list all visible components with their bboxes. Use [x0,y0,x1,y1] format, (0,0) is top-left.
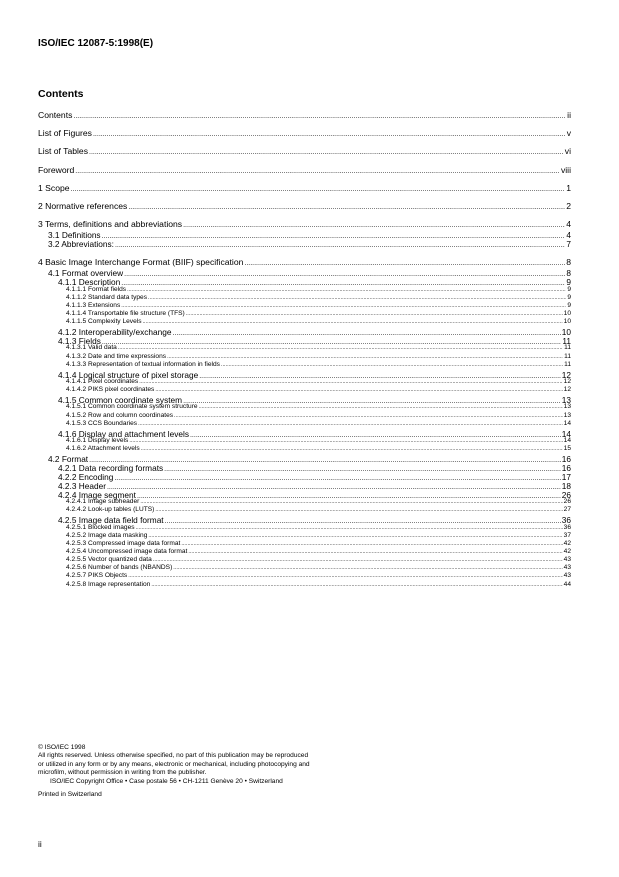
toc-entry[interactable] [38,110,571,120]
toc-entry-page: viii [560,164,571,175]
toc-entry-page: 11 [562,336,571,346]
toc-entry-title: 4.1 Format overview [48,268,124,279]
toc-entry-page: 42 [563,548,571,555]
toc-entry-title: 4.1.1.3 Extensions [66,301,121,309]
toc-entry[interactable] [38,548,571,555]
toc-leader-dots [174,412,563,419]
toc-entry-page: 27 [563,506,571,514]
copyright-office: ISO/IEC Copyright Office • Case postale 56 • CH-1211 Genève 20 • Switzerland [50,777,283,785]
toc-entry[interactable] [38,361,571,368]
toc-entry-page: 11 [564,360,571,368]
toc-entry-page: 15 [563,445,571,453]
toc-entry-title: Foreword [38,164,75,175]
toc-entry-title: 4.1.4.1 Pixel coordinates [66,378,139,385]
document-header: ISO/IEC 12087-5:1998(E) [38,38,154,49]
toc-entry-title: 4.1.3.1 Valid data [66,344,117,352]
toc-entry-title: 4.1.6 Display and attachment levels [58,428,189,439]
toc-entry[interactable] [38,257,571,267]
toc-entry-title: 4.1.1.4 Transportable file structure (TFS) [66,310,185,318]
toc-entry-page: 8 [566,257,571,268]
toc-leader-dots [118,344,563,351]
toc-entry-title: 4.1.5 Common coordinate system [58,395,183,405]
toc-entry-title: 4.2.5.2 Image data masking [66,531,148,539]
toc-leader-dots [153,556,563,563]
toc-entry-page: 13 [563,411,571,419]
toc-entry[interactable] [38,310,571,317]
toc-entry-page: 12 [561,369,571,380]
toc-entry-page: 11 [564,344,571,352]
copyright-line: © ISO/IEC 1998 [38,744,86,751]
toc-leader-dots [141,445,563,452]
toc-entry-page: 16 [561,454,571,465]
toc-entry-title: 4.2.4.1 Image subheader [66,498,140,506]
toc-leader-dots [148,532,562,539]
toc-entry-title: 4.1.1.1 Format fields [66,285,127,293]
toc-entry[interactable] [38,128,571,138]
toc-leader-dots [199,403,563,410]
toc-entry[interactable] [38,386,571,393]
toc-entry-page: ii [567,110,571,120]
toc-entry-page: 43 [563,572,571,580]
toc-leader-dots [73,110,566,120]
toc-entry-page: 12 [563,378,571,385]
toc-entry[interactable] [38,572,571,579]
toc-leader-dots [129,437,562,444]
printed-in: Printed in Switzerland [38,791,102,799]
toc-entry-page: 4 [566,219,571,230]
toc-entry[interactable] [38,540,571,547]
toc-entry[interactable] [38,165,571,175]
toc-leader-dots [143,318,563,325]
toc-entry-page: 43 [563,556,571,564]
page-number: ii [38,839,42,849]
toc-entry-page: 13 [563,403,571,411]
contents-heading: Contents [38,88,84,100]
toc-leader-dots [155,386,562,393]
toc-entry-page: 26 [563,498,571,506]
toc-entry[interactable] [38,437,571,444]
toc-entry[interactable] [38,378,571,385]
toc-entry-page: 10 [563,310,571,318]
toc-entry-title: 4.1.6.2 Attachment levels [66,445,140,453]
toc-entry[interactable] [38,420,571,427]
toc-entry-title: 4 Basic Image Interchange Format (BIIF) specification [38,257,244,268]
toc-leader-dots [221,361,563,368]
toc-entry[interactable] [38,412,571,419]
toc-entry-title: 4.2.5.4 Uncompressed image data format [66,548,188,555]
toc-entry-page: 36 [563,523,571,531]
toc-entry-page: 1 [566,182,571,193]
toc-leader-dots [173,564,562,571]
toc-entry-page: 18 [561,480,571,491]
toc-entry-title: 4.2.5 Image data field format [58,515,164,526]
toc-leader-dots [128,572,562,579]
toc-entry-title: 4.2.2 Encoding [58,471,114,482]
toc-entry[interactable] [38,556,571,563]
toc-entry-page: 42 [563,539,571,547]
toc-entry-title: 4.2.1 Data recording formats [58,463,164,473]
toc-entry-title: Contents [38,110,73,120]
toc-entry[interactable] [38,532,571,539]
toc-entry-page: 37 [563,531,571,539]
toc-entry[interactable] [38,524,571,531]
toc-entry[interactable] [38,294,571,301]
toc-entry[interactable] [38,201,571,211]
toc-entry-title: 4.2.4 Image segment [58,489,136,500]
toc-entry[interactable] [38,344,571,351]
toc-entry-title: 4.2.5.6 Number of bands (NBANDS) [66,564,173,572]
toc-entry-page: 16 [561,463,571,473]
toc-entry[interactable] [38,318,571,325]
toc-entry-title: 4.2.4.2 Look-up tables (LUTS) [66,506,155,514]
toc-entry-title: 4.2.5.7 PIKS Objects [66,572,128,580]
toc-entry-page: 36 [561,515,571,526]
toc-entry-title: 4.1.3.3 Representation of textual information in fields [66,360,220,368]
toc-leader-dots [136,524,563,531]
toc-entry-page: 4 [566,230,571,241]
toc-entry-page: 8 [566,268,571,279]
toc-entry-title: 3 Terms, definitions and abbreviations [38,219,183,230]
toc-entry-page: v [566,128,571,139]
toc-entry[interactable] [38,219,571,229]
rights-line-2: or utilized in any form or by any means, electronic or mechanical, including photocopying and [38,760,310,768]
toc-entry-page: 13 [561,395,571,405]
toc-leader-dots [71,183,566,193]
toc-entry-title: 4.2 Format [48,454,89,465]
rights-line-3: microfilm, without permission in writing from the publisher. [38,769,207,777]
toc-leader-dots [181,540,562,547]
toc-leader-dots [93,128,566,138]
toc-entry[interactable] [38,183,571,193]
toc-leader-dots [128,201,565,211]
toc-leader-dots [127,286,566,293]
toc-entry-title: 4.1.1.2 Standard data types [66,293,148,301]
toc-entry-title: 3.2 Abbreviations: [48,239,114,250]
toc-entry-title: 4.1.1 Description [58,277,121,288]
toc-entry-title: 4.1.1.5 Complexity Levels [66,318,142,326]
toc-entry-title: List of Figures [38,128,92,139]
toc-entry-page: 12 [563,386,571,394]
toc-entry-page: 17 [561,471,571,482]
toc-entry-page: 43 [563,564,571,572]
toc-entry[interactable] [38,302,571,309]
toc-entry-title: 4.2.3 Header [58,480,106,491]
toc-entry-title: 4.1.5.1 Common coordinate system structure [66,403,198,411]
toc-entry[interactable] [38,564,571,571]
toc-entry-page: 26 [561,489,571,500]
toc-entry-page: 14 [561,428,571,439]
toc-leader-dots [121,302,566,309]
toc-entry-page: 10 [561,327,571,338]
toc-entry-title: 3.1 Definitions [48,230,101,241]
toc-entry-title: 4.2.5.5 Vector quantized data [66,556,152,564]
toc-entry[interactable] [38,581,571,588]
toc-entry-page: 9 [567,301,571,309]
toc-entry-page: 44 [563,580,571,588]
toc-entry-title: 4.2.5.1 Blocked images [66,523,135,531]
toc-entry[interactable] [38,239,571,249]
toc-leader-dots [155,506,562,513]
toc-leader-dots [75,165,560,175]
toc-entry-page: 11 [564,352,571,360]
toc-entry-page: 7 [566,239,571,250]
toc-entry-page: 9 [566,277,571,288]
toc-entry[interactable] [38,506,571,513]
toc-entry-title: 4.1.3 Fields [58,336,101,346]
toc-leader-dots [140,498,562,505]
toc-leader-dots [186,310,563,317]
toc-entry[interactable] [38,445,571,452]
toc-entry-page: 14 [563,437,571,444]
toc-leader-dots [89,146,564,156]
toc-entry-page: 14 [563,419,571,427]
toc-entry-title: 4.1.4 Logical structure of pixel storage [58,369,199,380]
toc-leader-dots [188,548,562,555]
toc-entry[interactable] [38,146,571,156]
toc-entry-title: 1 Scope [38,182,70,193]
toc-entry[interactable] [38,286,571,293]
toc-entry[interactable] [38,403,571,410]
toc-entry-title: List of Tables [38,146,89,157]
toc-entry-title: 4.1.5.3 CCS Boundaries [66,419,138,427]
toc-entry-page: 9 [567,285,571,293]
toc-entry-title: 4.1.4.2 PIKS pixel coordinates [66,386,155,394]
toc-entry-title: 4.1.3.2 Date and time expressions [66,352,167,360]
toc-entry-title: 4.2.5.8 Image representation [66,580,151,588]
toc-entry-title: 4.1.5.2 Row and column coordinates [66,411,174,419]
toc-leader-dots [148,294,566,301]
toc-entry-title: 4.2.5.3 Compressed image data format [66,539,181,547]
toc-leader-dots [139,378,562,385]
toc-entry[interactable] [38,353,571,360]
toc-entry[interactable] [38,498,571,505]
toc-leader-dots [138,420,563,427]
toc-leader-dots [244,257,565,267]
copyright-footer [38,744,310,799]
toc-entry-title: 4.1.6.1 Display levels [66,437,129,444]
toc-leader-dots [167,353,563,360]
toc-entry-page: vi [564,146,571,157]
rights-line-1: All rights reserved. Unless otherwise specified, no part of this publication may be reproduced [38,752,309,760]
toc-entry-title: 4.1.2 Interoperability/exchange [58,327,172,338]
toc-leader-dots [151,581,562,588]
toc-entry-title: 2 Normative references [38,201,128,211]
toc-entry-page: 10 [563,318,571,326]
toc-entry-page: 2 [566,201,571,211]
toc-leader-dots [115,239,565,249]
toc-leader-dots [183,219,565,229]
toc-entry-page: 9 [567,293,571,301]
